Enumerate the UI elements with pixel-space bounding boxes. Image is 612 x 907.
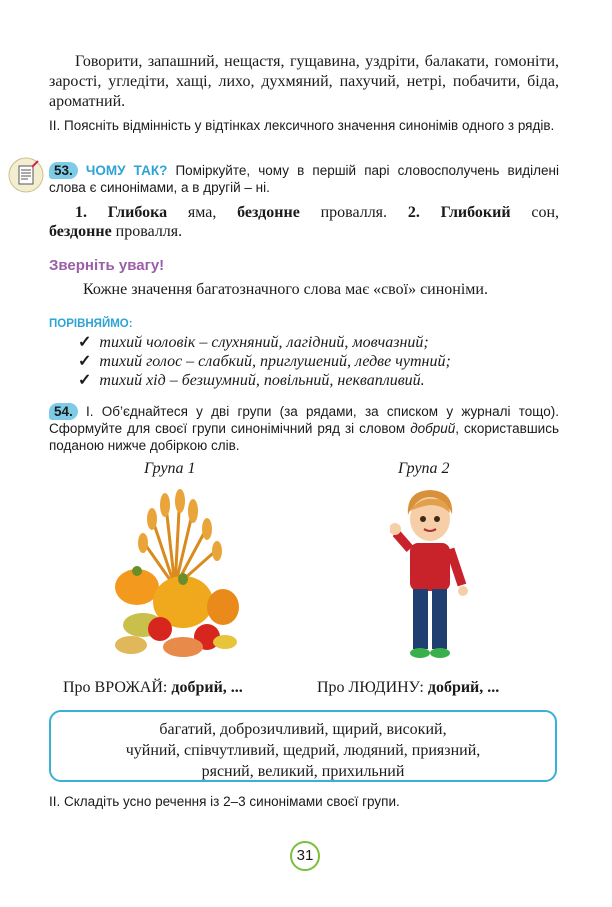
task-ii-sentences: II. Складіть усно речення із 2–3 синонімами своєї групи. [49, 794, 400, 809]
exercise-number-54: 54. [49, 403, 78, 420]
checkmark-icon: ✓ [78, 353, 92, 370]
compare-example: ✓ тихий хід – безшумний, повільний, неквапливий. [78, 372, 425, 389]
attention-heading: Зверніть увагу! [49, 257, 165, 274]
notebook-icon [8, 157, 44, 193]
word-box-line: рясний, великий, прихильний [201, 763, 405, 780]
caption-bold: добрий, ... [427, 679, 500, 696]
compare-example: ✓ тихий голос – слабкий, приглушений, ледве чутний; [78, 353, 451, 370]
word-box-line: багатий, доброзичливий, щирий, високий, [159, 721, 447, 738]
exercise-53-phrases-line1 [49, 203, 559, 223]
page-number: 31 [290, 841, 320, 871]
intro-words-paragraph: Говорити, запашний, нещастя, гущавина, уздріти, балакати, гомоніти, зарості, угледіти, хащі, лихо, духмяний, пахучий, нетрі, побачити, біда, ароматний. [49, 53, 559, 110]
compare-example: ✓ тихий чоловік – слухняний, лагідний, мовчазний; [78, 334, 429, 351]
exercise-54-text: , скориставшись поданою нижче добіркою слів. [49, 421, 559, 453]
checkmark-icon: ✓ [78, 334, 92, 351]
caption-prefix: Про ВРОЖАЙ: [63, 679, 168, 696]
word-box-line: чуйний, співчутливий, щедрий, людяний, приязний, [125, 742, 481, 759]
phrase-text: сон, [531, 204, 560, 221]
phrase-text: яма, [187, 204, 217, 221]
exercise-53-title: ЧОМУ ТАК? [85, 163, 168, 178]
harvest-illustration [105, 487, 245, 667]
exercise-54 [49, 403, 559, 454]
caption-prefix: Про ЛЮДИНУ: [317, 679, 424, 696]
boy-illustration [390, 485, 470, 665]
phrase-bold: 2. Глибокий [407, 204, 511, 221]
phrase-bold: бездонне [237, 204, 300, 221]
compare-label: ПОРІВНЯЙМО: [49, 318, 133, 330]
group-1-caption [63, 679, 243, 697]
exercise-53-text: Поміркуйте, чому в першій парі словосполучень виділені слова є синонімами, а в другій – ні. [49, 163, 559, 195]
task-ii-explain: II. Поясніть відмінність у відтінках лексичного значення синонімів одного з рядів. [49, 118, 555, 133]
exercise-number-53: 53. [49, 162, 78, 179]
phrase-text: провалля. [115, 223, 183, 240]
checkmark-icon: ✓ [78, 372, 92, 389]
group-2-title: Група 2 [398, 460, 450, 477]
caption-bold: добрий, ... [171, 679, 243, 696]
phrase-bold: бездонне [49, 223, 112, 240]
exercise-53-phrases-line2 [49, 222, 559, 242]
word-selection-box [49, 710, 557, 782]
exercise-54-text: I. Об’єднайтеся у дві групи (за рядами, за списком у журналі тощо). Сформуйте для своєї групи синонімічний ряд зі словом [49, 404, 559, 436]
group-2-caption [317, 679, 499, 697]
group-1-title: Група 1 [144, 460, 196, 477]
phrase-bold: 1. Глибока [75, 204, 168, 221]
exercise-54-word: добрий [410, 421, 456, 436]
phrase-text: провалля. [320, 204, 388, 221]
exercise-53 [49, 162, 559, 196]
attention-rule: Кожне значення багатозначного слова має «свої» синоніми. [83, 281, 488, 298]
